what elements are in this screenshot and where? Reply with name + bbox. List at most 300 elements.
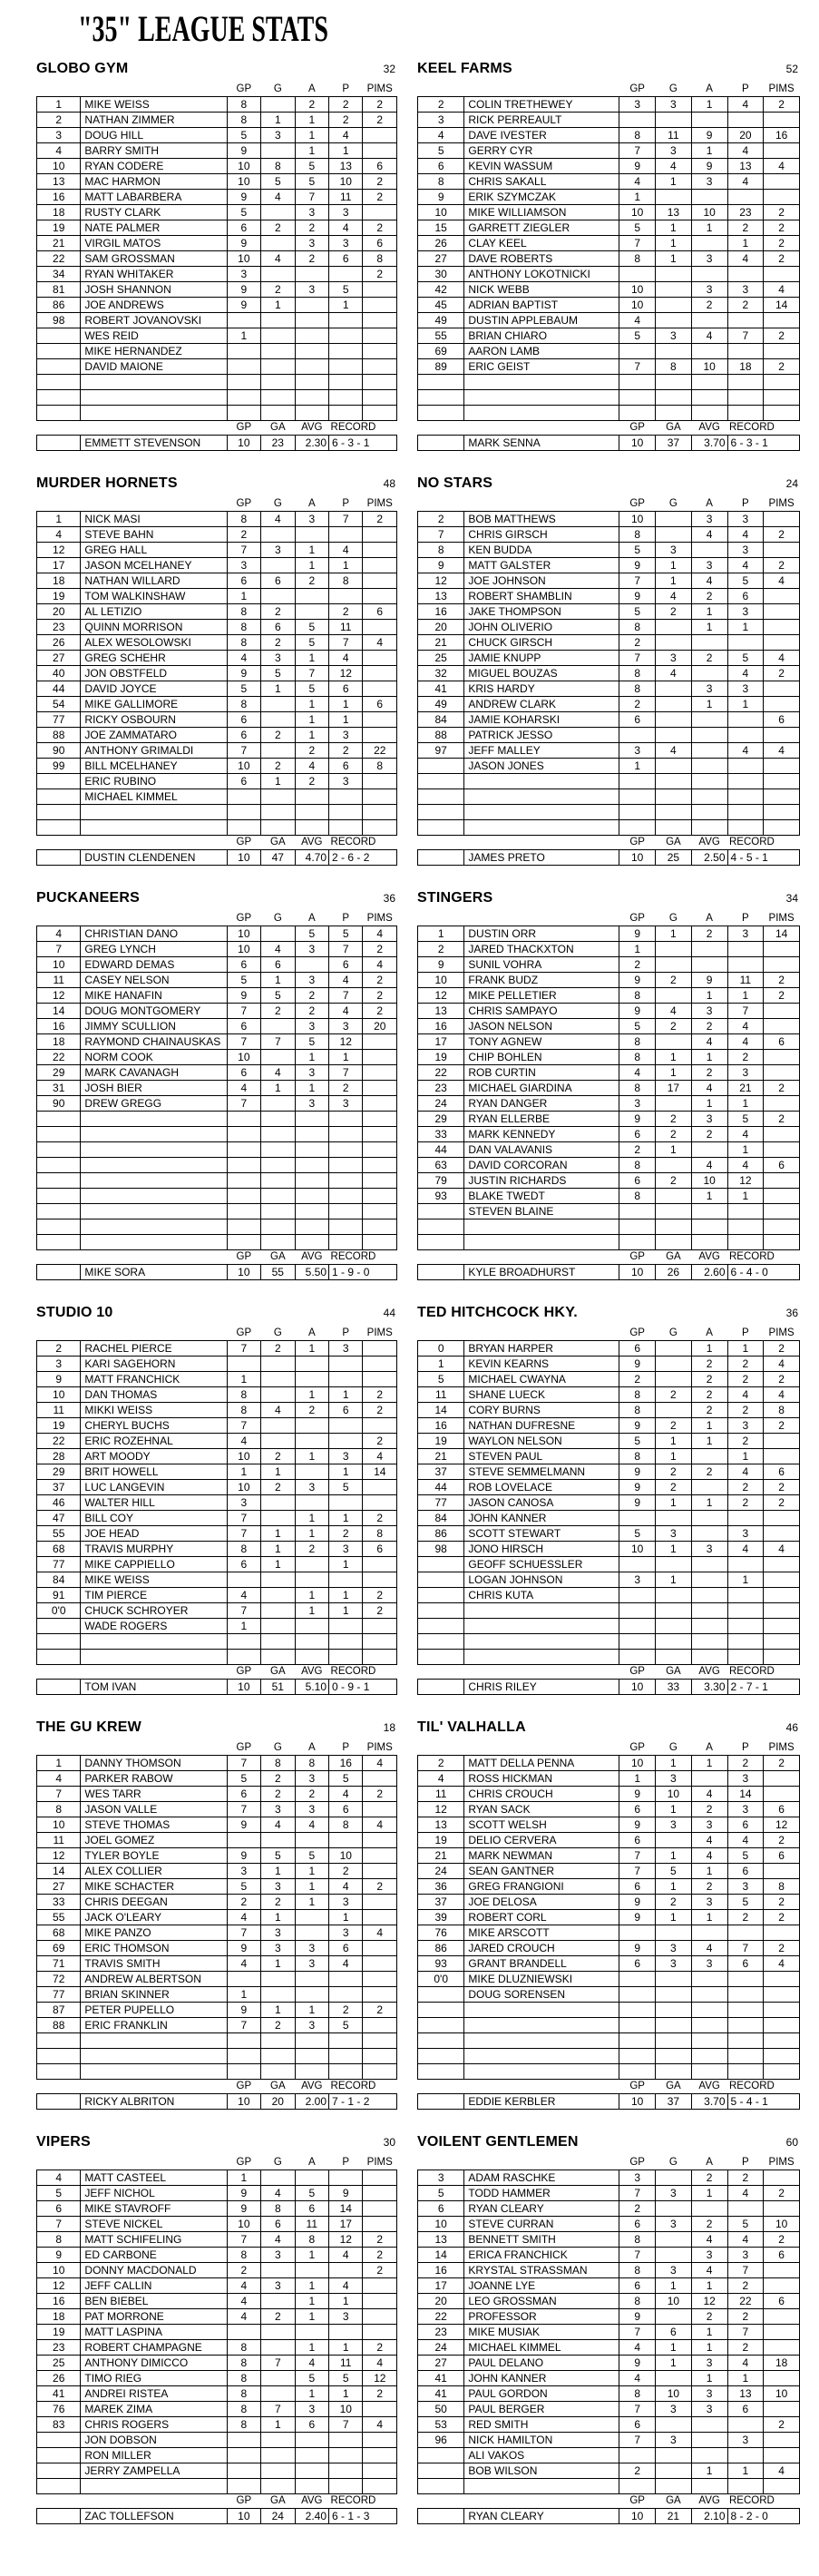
col-header-a: A <box>706 498 713 509</box>
col-header-gp: GP <box>629 1742 645 1753</box>
stat-pims: 2 <box>764 251 800 267</box>
player-name: PETER PUPELLO <box>81 2003 227 2018</box>
stat-g: 2 <box>656 1387 692 1403</box>
goalie-col-header-blank <box>464 1250 619 1265</box>
player-name: DOUG SORENSEN <box>464 1987 619 2003</box>
player-row <box>37 1173 397 1189</box>
goalie-number <box>37 1265 81 1280</box>
player-row <box>418 2386 800 2402</box>
player-number <box>37 390 81 406</box>
stat-gp: 1 <box>227 1464 260 1480</box>
player-name: KEVIN KEARNS <box>464 1357 619 1372</box>
stat-pims: 2 <box>764 1372 800 1387</box>
player-number <box>418 1603 464 1619</box>
stat-p: 12 <box>329 2232 363 2248</box>
stat-gp <box>619 1987 656 2003</box>
stat-g <box>261 1434 295 1449</box>
team-stats-table <box>417 1327 800 1695</box>
player-number: 0'0 <box>37 1603 81 1619</box>
player-number: 6 <box>37 2201 81 2217</box>
stat-gp: 7 <box>619 1864 656 1879</box>
stat-pims: 8 <box>363 1526 397 1542</box>
players-body <box>37 1756 397 2080</box>
player-row <box>418 2294 800 2309</box>
stat-gp <box>619 406 656 421</box>
stat-a: 4 <box>691 1833 727 1848</box>
player-name: ROBERT CORL <box>464 1910 619 1925</box>
goalie-col-header-avg: AVG <box>698 1666 720 1677</box>
goalie-col-header-avg: AVG <box>698 422 720 433</box>
player-number <box>418 2003 464 2018</box>
player-name <box>464 2064 619 2080</box>
stat-p <box>727 375 764 390</box>
stat-gp: 6 <box>619 2278 656 2294</box>
player-name: PAUL GORDON <box>464 2386 619 2402</box>
stat-pims <box>764 543 800 558</box>
stat-g <box>656 2463 692 2479</box>
goalie-col-header-record: RECORD <box>330 2495 376 2506</box>
player-number: 14 <box>418 2248 464 2263</box>
stat-p <box>727 2033 764 2049</box>
goalie-col-header-avg: AVG <box>698 2081 720 2091</box>
stat-pims: 6 <box>764 1802 800 1817</box>
col-header-g: G <box>668 2157 678 2168</box>
player-number: 12 <box>37 1848 81 1864</box>
player-row <box>37 926 397 942</box>
stat-a <box>295 1987 328 2003</box>
stat-p <box>329 1418 363 1434</box>
player-name: STEVE CURRAN <box>464 2217 619 2232</box>
goalie-gp: 10 <box>227 436 260 451</box>
player-name: MIKKI WEISS <box>81 1403 227 1418</box>
stat-p: 1 <box>727 988 764 1004</box>
goalie-gp: 10 <box>227 850 260 866</box>
player-name: JIMMY SCULLION <box>81 1019 227 1034</box>
player-row <box>37 1895 397 1910</box>
stat-g: 3 <box>261 2278 295 2294</box>
player-row <box>418 1787 800 1802</box>
stat-pims <box>764 1634 800 1650</box>
stat-gp: 8 <box>227 2340 260 2356</box>
stat-pims: 6 <box>363 1542 397 1557</box>
player-name: STEVE NICKEL <box>81 2217 227 2232</box>
stat-a <box>295 1158 328 1173</box>
goalie-name: KYLE BROADHURST <box>464 1265 619 1280</box>
stat-g: 4 <box>656 1004 692 1019</box>
player-number: 77 <box>37 1987 81 2003</box>
stat-gp <box>227 1634 260 1650</box>
stat-p: 1 <box>329 2386 363 2402</box>
goalie-number <box>37 436 81 451</box>
stat-a: 8 <box>295 1756 328 1771</box>
stat-a: 5 <box>295 681 328 697</box>
player-number: 93 <box>418 1189 464 1204</box>
stat-gp: 1 <box>227 1619 260 1634</box>
stat-g: 7 <box>261 1034 295 1050</box>
player-row <box>418 1956 800 1972</box>
player-number: 11 <box>418 1787 464 1802</box>
player-name <box>81 1219 227 1235</box>
player-name: KEVIN WASSUM <box>464 159 619 174</box>
player-row <box>37 1418 397 1434</box>
stat-p <box>329 2448 363 2463</box>
stat-pims: 8 <box>764 1403 800 1418</box>
stat-a: 1 <box>295 1341 328 1357</box>
player-name: BILL MCELHANEY <box>81 759 227 774</box>
stat-gp <box>227 1650 260 1665</box>
player-number: 0 <box>418 1341 464 1357</box>
stat-a: 2 <box>295 573 328 589</box>
team-section-ted-hitchcock-hky <box>417 1305 800 1695</box>
player-name: LEO GROSSMAN <box>464 2294 619 2309</box>
col-header-blank <box>464 912 619 926</box>
player-number: 19 <box>418 1434 464 1449</box>
col-header-g: G <box>273 83 282 94</box>
goalie-col-header-blank <box>81 2080 227 2094</box>
player-number: 21 <box>418 1449 464 1464</box>
player-name: JUSTIN RICHARDS <box>464 1173 619 1189</box>
player-number: 86 <box>37 298 81 313</box>
stat-gp: 8 <box>227 635 260 651</box>
stat-p: 2 <box>329 2003 363 2018</box>
stat-p <box>329 805 363 820</box>
stat-pims: 2 <box>764 205 800 220</box>
stat-g <box>656 375 692 390</box>
player-number <box>418 1588 464 1603</box>
player-row <box>37 774 397 789</box>
stat-pims: 2 <box>363 1511 397 1526</box>
stat-pims: 2 <box>363 2263 397 2278</box>
stat-gp: 7 <box>227 1802 260 1817</box>
goalie-record: 6 - 1 - 3 <box>329 2509 397 2524</box>
stat-a: 1 <box>691 697 727 712</box>
goalie-col-header-record: RECORD <box>330 1251 376 1262</box>
stat-p <box>727 2201 764 2217</box>
stat-a <box>691 1603 727 1619</box>
stat-pims <box>764 375 800 390</box>
player-number <box>418 1219 464 1235</box>
player-row <box>37 1650 397 1665</box>
stat-pims <box>764 635 800 651</box>
stat-a: 1 <box>295 1449 328 1464</box>
goalie-ga: 23 <box>261 436 295 451</box>
player-name: MARK CAVANAGH <box>81 1065 227 1081</box>
player-name <box>81 2479 227 2494</box>
goalie-gp: 10 <box>227 1680 260 1695</box>
stat-p: 2 <box>727 2309 764 2325</box>
stat-a <box>691 1572 727 1588</box>
stat-a: 1 <box>295 1526 328 1542</box>
player-name: JARED CROUCH <box>464 1941 619 1956</box>
player-name <box>81 1189 227 1204</box>
stat-a: 2 <box>691 1127 727 1142</box>
stat-pims <box>764 1619 800 1634</box>
stat-g <box>656 512 692 527</box>
player-name: NICK WEBB <box>464 282 619 298</box>
player-row <box>37 1634 397 1650</box>
player-name: ANDREI RISTEA <box>81 2386 227 2402</box>
player-row <box>37 1956 397 1972</box>
player-row <box>418 2325 800 2340</box>
stat-p: 6 <box>329 957 363 973</box>
stat-p: 4 <box>727 143 764 159</box>
stat-pims <box>363 143 397 159</box>
col-header-blank <box>37 2156 81 2170</box>
stat-p: 4 <box>727 1387 764 1403</box>
player-name <box>81 1204 227 1219</box>
stat-pims <box>764 1142 800 1158</box>
col-header-blank <box>37 83 81 97</box>
player-number: 19 <box>37 589 81 604</box>
player-name: JASON CANOSA <box>464 1495 619 1511</box>
team-section-the-gu-krew <box>36 1719 397 2110</box>
player-row <box>418 573 800 589</box>
player-row <box>37 1034 397 1050</box>
stat-g <box>656 620 692 635</box>
stat-pims: 4 <box>764 282 800 298</box>
stat-g: 1 <box>261 1526 295 1542</box>
stat-p: 8 <box>329 573 363 589</box>
stat-a: 2 <box>295 988 328 1004</box>
player-name: JOEL GOMEZ <box>81 1833 227 1848</box>
stat-pims <box>363 1910 397 1925</box>
player-number <box>418 789 464 805</box>
stat-p: 4 <box>329 973 363 988</box>
col-header-a: A <box>706 1327 713 1338</box>
stat-pims <box>363 1189 397 1204</box>
stat-pims <box>764 1588 800 1603</box>
player-number: 7 <box>37 1787 81 1802</box>
stat-g: 13 <box>656 205 692 220</box>
stat-g: 6 <box>656 2325 692 2340</box>
stat-pims <box>764 313 800 328</box>
stat-g <box>261 1158 295 1173</box>
stat-a: 3 <box>295 1480 328 1495</box>
stat-gp: 9 <box>619 973 656 988</box>
goalie-record: 5 - 4 - 1 <box>727 2094 800 2110</box>
player-name: JOANNE LYE <box>464 2278 619 2294</box>
player-number: 30 <box>418 267 464 282</box>
stat-pims <box>764 942 800 957</box>
stat-gp: 5 <box>227 1771 260 1787</box>
player-number <box>37 1650 81 1665</box>
team-header <box>36 1719 397 1740</box>
stat-pims <box>764 113 800 128</box>
stat-a <box>691 666 727 681</box>
stat-p <box>329 1634 363 1650</box>
player-row <box>418 1756 800 1771</box>
stat-a: 1 <box>295 128 328 143</box>
player-row <box>418 1464 800 1480</box>
player-number: 26 <box>37 635 81 651</box>
stat-a: 1 <box>691 1910 727 1925</box>
player-row <box>418 2340 800 2356</box>
stat-g: 3 <box>261 1925 295 1941</box>
player-number: 2 <box>37 113 81 128</box>
player-name <box>464 1634 619 1650</box>
col-header-p: P <box>342 913 350 924</box>
stat-g: 1 <box>656 2340 692 2356</box>
stat-p: 1 <box>329 558 363 573</box>
player-row <box>418 359 800 375</box>
player-number: 41 <box>418 681 464 697</box>
stat-g: 10 <box>656 2386 692 2402</box>
player-name: MIKE SCHACTER <box>81 1879 227 1895</box>
stat-g: 3 <box>261 2248 295 2263</box>
player-number: 86 <box>418 1526 464 1542</box>
stat-a <box>691 344 727 359</box>
stat-pims: 12 <box>764 1817 800 1833</box>
player-number: 10 <box>37 1817 81 1833</box>
goalie-col-header-avg: AVG <box>698 1251 720 1262</box>
player-name: RACHEL PIERCE <box>81 1341 227 1357</box>
stat-p: 1 <box>329 1588 363 1603</box>
col-header-blank <box>418 83 464 97</box>
goalie-ga: 26 <box>656 1265 692 1280</box>
stat-p: 6 <box>329 1802 363 1817</box>
stat-a: 9 <box>691 128 727 143</box>
stat-gp: 8 <box>619 1189 656 1204</box>
player-number: 27 <box>37 651 81 666</box>
player-number: 7 <box>37 942 81 957</box>
player-row <box>37 1127 397 1142</box>
player-number: 25 <box>418 651 464 666</box>
stat-pims: 2 <box>764 1341 800 1357</box>
stat-pims <box>764 2479 800 2494</box>
stat-g: 3 <box>656 2186 692 2201</box>
stat-p: 4 <box>329 651 363 666</box>
player-row <box>418 651 800 666</box>
player-name: RAYMOND CHAINAUSKAS <box>81 1034 227 1050</box>
stat-a <box>295 1219 328 1235</box>
player-number <box>418 1235 464 1250</box>
player-number <box>37 2479 81 2494</box>
stat-g <box>656 1204 692 1219</box>
stat-pims: 2 <box>764 1480 800 1495</box>
player-name: DONNY MACDONALD <box>81 2263 227 2278</box>
stat-p <box>329 1650 363 1665</box>
stat-a: 4 <box>691 1158 727 1173</box>
goalie-col-header-ga: GA <box>270 2495 286 2506</box>
stat-pims <box>363 1619 397 1634</box>
team-section-vipers <box>36 2134 397 2524</box>
col-header-gp: GP <box>236 2157 252 2168</box>
stat-a: 1 <box>295 558 328 573</box>
stat-gp: 8 <box>619 128 656 143</box>
stat-a <box>295 1557 328 1572</box>
stat-a <box>691 1526 727 1542</box>
goalie-col-header-record: RECORD <box>330 837 376 847</box>
player-name: JEFF MALLEY <box>464 743 619 759</box>
stat-g: 4 <box>261 2232 295 2248</box>
player-name: ROBERT JOVANOVSKI <box>81 313 227 328</box>
stat-pims <box>764 728 800 743</box>
stat-p: 6 <box>329 1403 363 1418</box>
stat-a <box>691 267 727 282</box>
player-name: RICK PERREAULT <box>464 113 619 128</box>
player-row <box>418 1879 800 1895</box>
team-name: GLOBO GYM <box>36 61 129 76</box>
player-row <box>418 1418 800 1434</box>
player-number: 88 <box>37 728 81 743</box>
col-header-a: A <box>307 1327 316 1338</box>
player-name: NICK MASI <box>81 512 227 527</box>
player-name: PAT MORRONE <box>81 2309 227 2325</box>
stat-g <box>656 2448 692 2463</box>
stat-p: 3 <box>727 1065 764 1081</box>
player-number: 9 <box>418 558 464 573</box>
goalie-avg: 4.70 <box>295 850 328 866</box>
stat-pims <box>764 2340 800 2356</box>
stat-g: 2 <box>656 604 692 620</box>
player-name: WES REID <box>81 328 227 344</box>
stat-p: 2 <box>727 1756 764 1771</box>
goalie-body <box>418 1250 800 1280</box>
stat-g <box>261 743 295 759</box>
player-name: DUSTIN ORR <box>464 926 619 942</box>
player-number: 10 <box>37 957 81 973</box>
stat-a <box>691 743 727 759</box>
team-section-studio-10 <box>36 1305 397 1695</box>
stat-gp <box>227 406 260 421</box>
stat-gp: 7 <box>227 1925 260 1941</box>
stat-pims: 2 <box>363 1387 397 1403</box>
stat-a <box>295 1418 328 1434</box>
col-header-g: G <box>668 1327 678 1338</box>
player-number: 83 <box>37 2417 81 2433</box>
stat-g <box>261 1050 295 1065</box>
stat-a <box>295 298 328 313</box>
stat-a <box>295 1650 328 1665</box>
stat-a: 4 <box>295 759 328 774</box>
stat-gp: 9 <box>619 1464 656 1480</box>
stat-p: 6 <box>727 1864 764 1879</box>
player-name: CHRIS SAMPAYO <box>464 1004 619 1019</box>
stat-p: 4 <box>727 1464 764 1480</box>
player-name: RYAN CODERE <box>81 159 227 174</box>
goalie-body <box>418 421 800 451</box>
stat-g <box>656 2201 692 2217</box>
goalie-col-header-blank <box>37 421 81 436</box>
player-name: DANNY THOMSON <box>81 1756 227 1771</box>
player-name: ERIC GEIST <box>464 359 619 375</box>
team-stats-table <box>36 83 397 451</box>
goalie-header-row <box>37 836 397 850</box>
stat-a: 2 <box>295 251 328 267</box>
goalie-row <box>418 2509 800 2524</box>
stat-p: 10 <box>329 2402 363 2417</box>
stat-p: 4 <box>727 1542 764 1557</box>
player-row <box>37 1848 397 1864</box>
goalie-record: 6 - 3 - 1 <box>727 436 800 451</box>
goalie-col-header-blank <box>37 1250 81 1265</box>
stat-gp: 7 <box>619 2402 656 2417</box>
player-row <box>418 1480 800 1495</box>
column-header-row <box>418 912 800 926</box>
player-name: MARK KENNEDY <box>464 1127 619 1142</box>
player-row <box>37 558 397 573</box>
player-name: CORY BURNS <box>464 1403 619 1418</box>
player-row <box>37 573 397 589</box>
stat-g: 2 <box>656 1173 692 1189</box>
stat-a: 3 <box>691 1004 727 1019</box>
player-number: 21 <box>37 236 81 251</box>
goalie-number <box>418 1265 464 1280</box>
stat-g <box>261 1235 295 1250</box>
player-number: 12 <box>418 1802 464 1817</box>
stat-gp: 2 <box>619 1142 656 1158</box>
stat-a: 10 <box>691 205 727 220</box>
